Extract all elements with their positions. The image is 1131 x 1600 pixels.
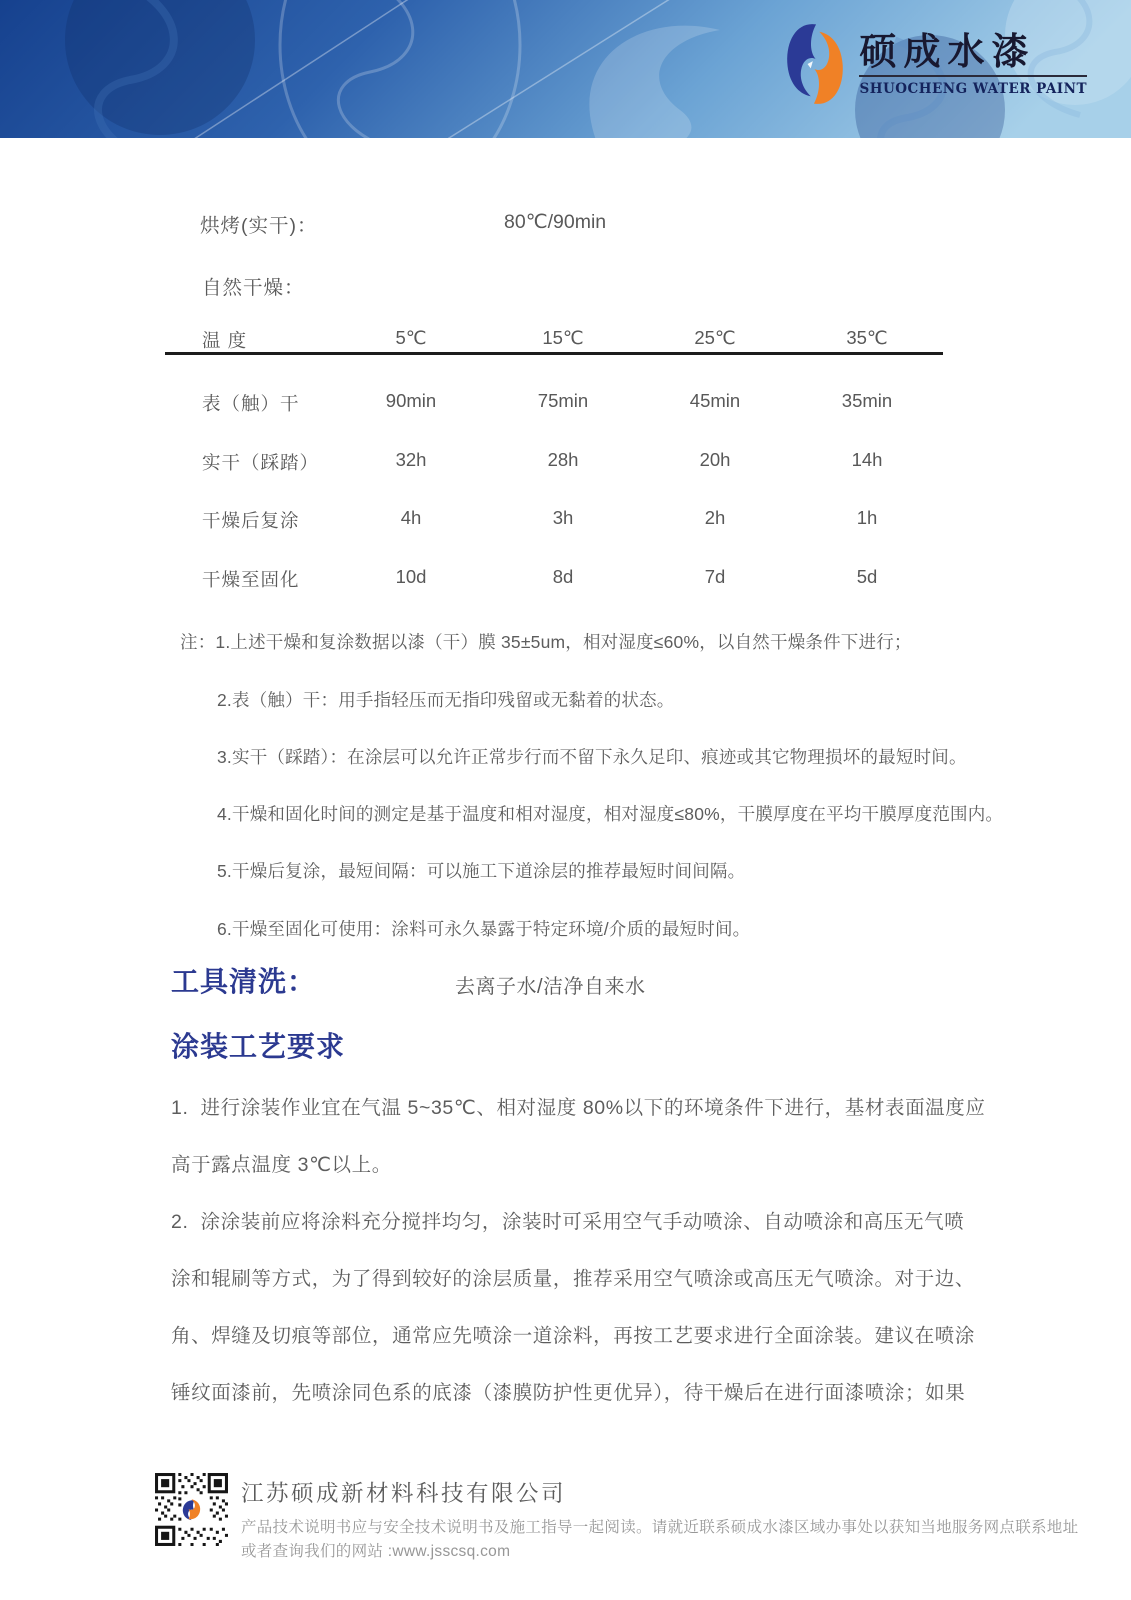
- cell: 20h: [699, 449, 731, 470]
- cell: 75min: [537, 390, 589, 411]
- natural-dry-label: 自然干燥：: [202, 277, 305, 299]
- col-25c: 25℃: [694, 327, 736, 348]
- process-text-line: 涂和辊刷等方式，为了得到较好的涂层质量，推荐采用空气喷涂或高压无气喷涂。对于边、: [171, 1268, 976, 1290]
- table-row: [165, 390, 943, 416]
- cell: 3h: [552, 507, 574, 528]
- note-item: [180, 629, 912, 654]
- table-row: [165, 449, 943, 475]
- row-label: 实干（踩踏）: [202, 452, 320, 473]
- cell: 5d: [856, 566, 878, 587]
- cell: 1h: [856, 507, 878, 528]
- process-text-line: 角、焊缝及切痕等部位，通常应先喷涂一道涂料，再按工艺要求进行全面涂装。建议在喷涂: [171, 1325, 976, 1347]
- note-item: 2.表（触）干：用手指轻压而无指印残留或无黏着的状态。: [217, 690, 675, 710]
- coating-process-heading: 涂装工艺要求: [171, 1031, 346, 1062]
- brand-name-cn: 硕成水漆: [859, 31, 1087, 78]
- cell: 35min: [841, 390, 893, 411]
- cell: 28h: [547, 449, 579, 470]
- col-5c: 5℃: [395, 327, 427, 348]
- bake-dry-value: 80℃/90min: [504, 211, 607, 233]
- col-15c: 15℃: [542, 327, 584, 348]
- note-text: 1.上述干燥和复涂数据以漆（干）膜 35±5um，相对湿度≤60%，以自然干燥条件下进行；: [215, 632, 912, 652]
- table-row: [165, 566, 943, 592]
- process-text-line: 锤纹面漆前，先喷涂同色系的底漆（漆膜防护性更优异），待干燥后在进行面漆喷涂；如果: [171, 1382, 966, 1404]
- bake-dry-label: 烘烤(实干)：: [200, 215, 318, 237]
- brand-logo: [783, 20, 1087, 108]
- cell: 32h: [395, 449, 427, 470]
- cell: 90min: [385, 390, 437, 411]
- process-text-line: 2. 涂涂装前应将涂料充分搅拌均匀，涂装时可采用空气手动喷涂、自动喷涂和高压无气喷: [171, 1211, 965, 1233]
- cell: 2h: [704, 507, 726, 528]
- note-item: 5.干燥后复涂，最短间隔：可以施工下道涂层的推荐最短时间间隔。: [217, 861, 746, 881]
- cell: 7d: [704, 566, 726, 587]
- tool-cleaning-heading: 工具清洗：: [171, 966, 317, 997]
- footer-disclaimer-line2: 或者查询我们的网站 :www.jsscsq.com: [241, 1543, 511, 1560]
- row-label: 干燥后复涂: [202, 510, 300, 531]
- note-item: 6.干燥至固化可使用：涂料可永久暴露于特定环境/介质的最短时间。: [217, 919, 751, 939]
- drying-table-header: [165, 327, 943, 353]
- footer-disclaimer-line1: 产品技术说明书应与安全技术说明书及施工指导一起阅读。请就近联系硕成水漆区域办事处以获知当地服务网点联系地址: [241, 1519, 1079, 1536]
- row-label: 表（触）干: [202, 393, 300, 414]
- table-row: [165, 507, 943, 533]
- cell: 14h: [851, 449, 883, 470]
- brand-name-en: SHUOCHENG WATER PAINT: [859, 81, 1087, 98]
- notes-prefix: 注：: [180, 632, 216, 652]
- qr-code-icon: [154, 1472, 229, 1547]
- table-header-rule: [165, 352, 943, 355]
- cell: 45min: [689, 390, 741, 411]
- col-temperature: 温 度: [202, 330, 248, 351]
- tool-cleaning-value: 去离子水/洁净自来水: [455, 976, 646, 998]
- cell: 8d: [552, 566, 574, 587]
- row-label: 干燥至固化: [202, 569, 300, 590]
- process-text-line: 1. 进行涂装作业宜在气温 5~35℃、相对湿度 80%以下的环境条件下进行，基材表面温度应: [171, 1097, 986, 1119]
- brand-logo-icon: [783, 20, 847, 108]
- cell: 4h: [400, 507, 422, 528]
- company-name: 江苏硕成新材料科技有限公司: [241, 1481, 567, 1506]
- note-item: 4.干燥和固化时间的测定是基于温度和相对湿度，相对湿度≤80%，干膜厚度在平均干膜厚度范围内。: [217, 804, 1004, 824]
- brand-text: [859, 28, 1087, 98]
- col-35c: 35℃: [846, 327, 888, 348]
- cell: 10d: [395, 566, 427, 587]
- note-item: 3.实干（踩踏）：在涂层可以允许正常步行而不留下永久足印、痕迹或其它物理损坏的最短时间。: [217, 747, 967, 767]
- header-banner: [0, 0, 1131, 138]
- process-text-line: 高于露点温度 3℃以上。: [171, 1154, 392, 1176]
